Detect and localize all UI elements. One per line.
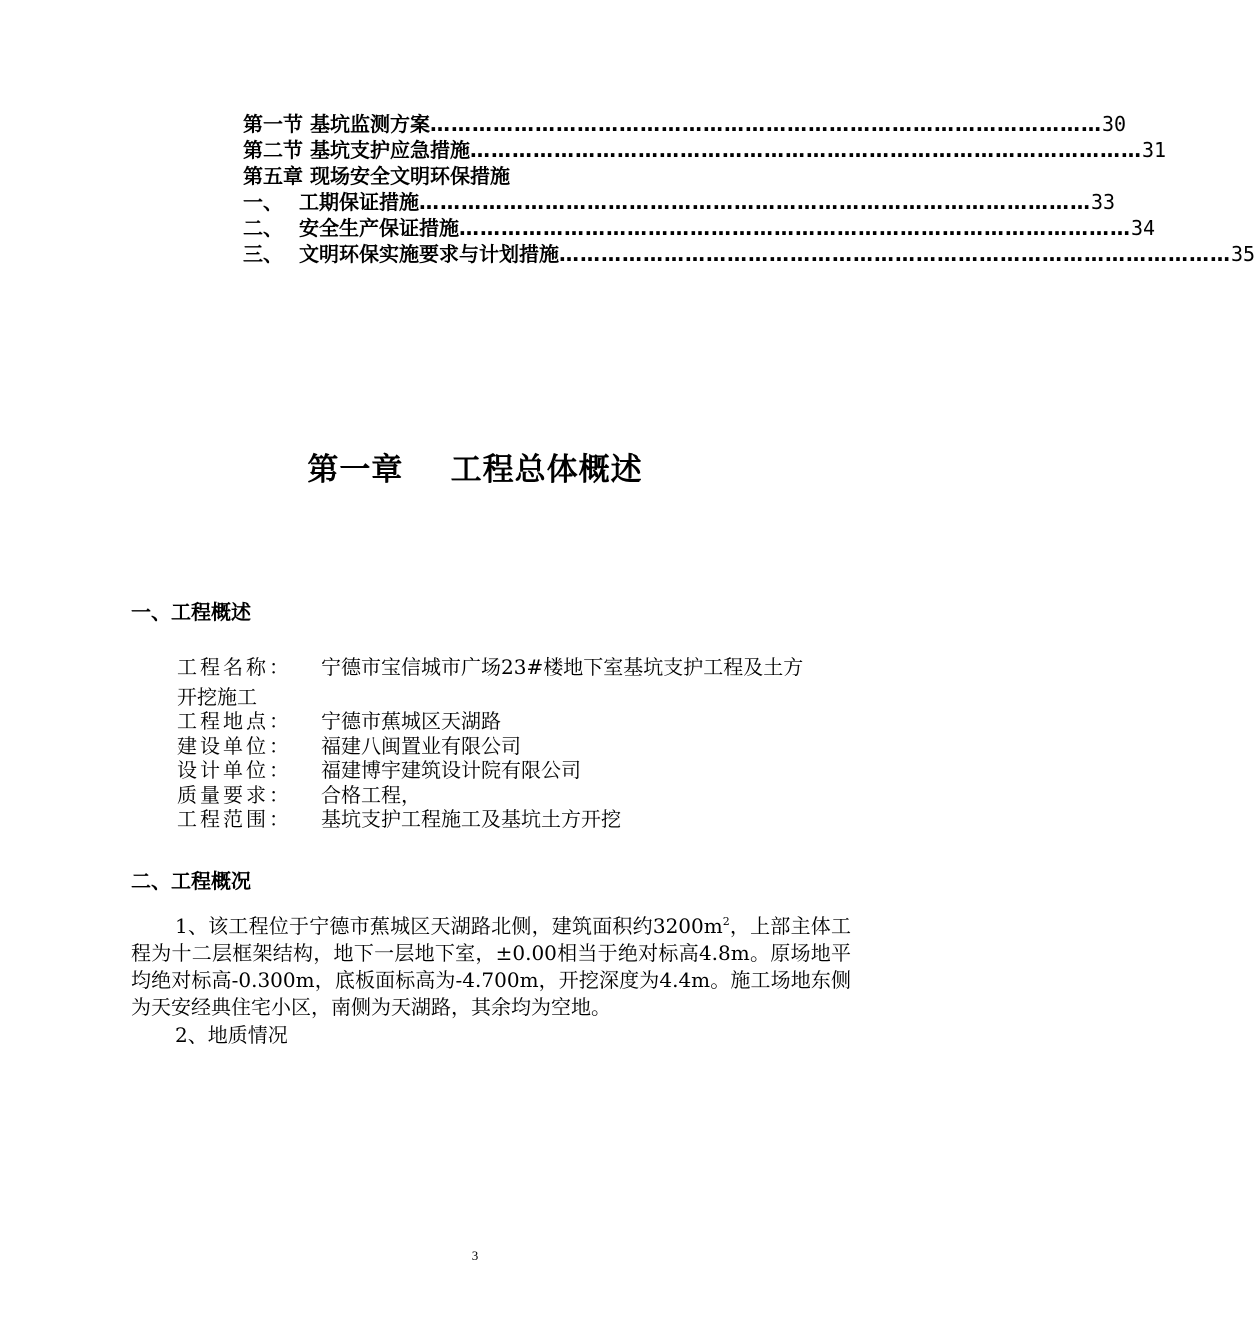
info-row-continuation (177, 680, 857, 710)
toc-leader-dots: …………………………………………………………………………………… (459, 216, 1131, 240)
toc-entry-page: 33 (1091, 190, 1116, 214)
paragraph-text: 1、该工程位于宁德市蕉城区天湖路北侧，建筑面积约3200m (175, 914, 723, 938)
toc-entry-label (243, 215, 459, 241)
toc-entry-text: 安全生产保证措施 (299, 216, 459, 240)
chapter-title: 工程总体概述 (450, 452, 643, 488)
info-key: 质量要求： (177, 782, 292, 807)
toc-entry[interactable] (243, 189, 1116, 215)
toc-entry[interactable] (243, 137, 1167, 163)
toc-entry-label (243, 189, 419, 215)
page-number: 3 (471, 1248, 479, 1263)
toc-entry[interactable] (243, 111, 1127, 137)
project-info-list (177, 655, 857, 832)
info-value: 合格工程， (321, 782, 421, 807)
toc-leader-dots: …………………………………………………………………………………… (559, 242, 1231, 266)
info-row (177, 734, 857, 759)
info-key: 工程范围： (177, 807, 292, 831)
chapter-number: 第一章 (307, 452, 404, 488)
section-heading: 一、工程概述 (131, 600, 251, 624)
info-value: 基坑支护工程施工及基坑土方开挖 (321, 807, 621, 831)
toc-entry-page: 30 (1101, 112, 1127, 136)
toc-entry-page: 31 (1141, 138, 1167, 162)
body-paragraph: 2、地质情况 (175, 1023, 288, 1047)
section-heading: 二、工程概况 (131, 869, 251, 893)
info-value: 开挖施工 (177, 684, 257, 709)
toc-leader-dots: …………………………………………………………………………………… (419, 190, 1091, 214)
toc-entry[interactable] (243, 215, 1156, 241)
toc-entry-page: 34 (1131, 216, 1156, 240)
body-paragraph (131, 908, 851, 1021)
paragraph-text: ，上部主体工程为十二层框架结构，地下一层地下室，±0.00相当于绝对标高4.8m。原场地平均绝对标高-0.300m，底板面标高为-4.700m，开挖深度为4.4m。施工场地东侧为天安经典住宅小区，南侧为天湖路，其余均为空地。 (131, 914, 852, 1019)
info-row (177, 709, 857, 734)
info-value: 福建博宇建筑设计院有限公司 (321, 758, 581, 782)
toc-entry-number: 一、 (243, 190, 283, 214)
toc-entry-label: 第二节 基坑支护应急措施 (243, 138, 470, 162)
chapter-heading (0, 444, 950, 489)
info-value: 福建八闽置业有限公司 (321, 733, 521, 758)
info-key: 工程地点： (177, 709, 292, 733)
info-row (177, 807, 857, 832)
info-value: 宁德市宝信城市广场23#楼地下室基坑支护工程及土方 (321, 655, 804, 679)
toc-entry-label: 第一节 基坑监测方案 (243, 112, 430, 136)
info-value: 宁德市蕉城区天湖路 (321, 709, 501, 733)
toc-entry-number: 二、 (243, 216, 283, 240)
toc-entry[interactable] (243, 241, 1255, 267)
toc-entry-number: 三、 (243, 242, 283, 266)
info-key: 建设单位： (177, 733, 292, 758)
info-row (177, 758, 857, 783)
info-row (177, 783, 857, 808)
toc-leader-dots: …………………………………………………………………………………… (469, 138, 1142, 162)
toc-entry-page: 35 (1231, 242, 1255, 266)
info-key: 设计单位： (177, 758, 292, 782)
toc-entry[interactable] (243, 163, 833, 189)
toc-leader-dots: …………………………………………………………………………………… (429, 112, 1102, 136)
toc-entry-text: 工期保证措施 (299, 190, 419, 214)
superscript: 2 (722, 915, 730, 928)
toc-entry-text: 文明环保实施要求与计划措施 (299, 242, 559, 266)
toc-entry-label: 第五章 现场安全文明环保措施 (243, 164, 510, 188)
info-key: 工程名称： (177, 655, 292, 679)
table-of-contents (243, 111, 1255, 267)
toc-entry-label (243, 241, 559, 267)
info-row (177, 655, 857, 680)
